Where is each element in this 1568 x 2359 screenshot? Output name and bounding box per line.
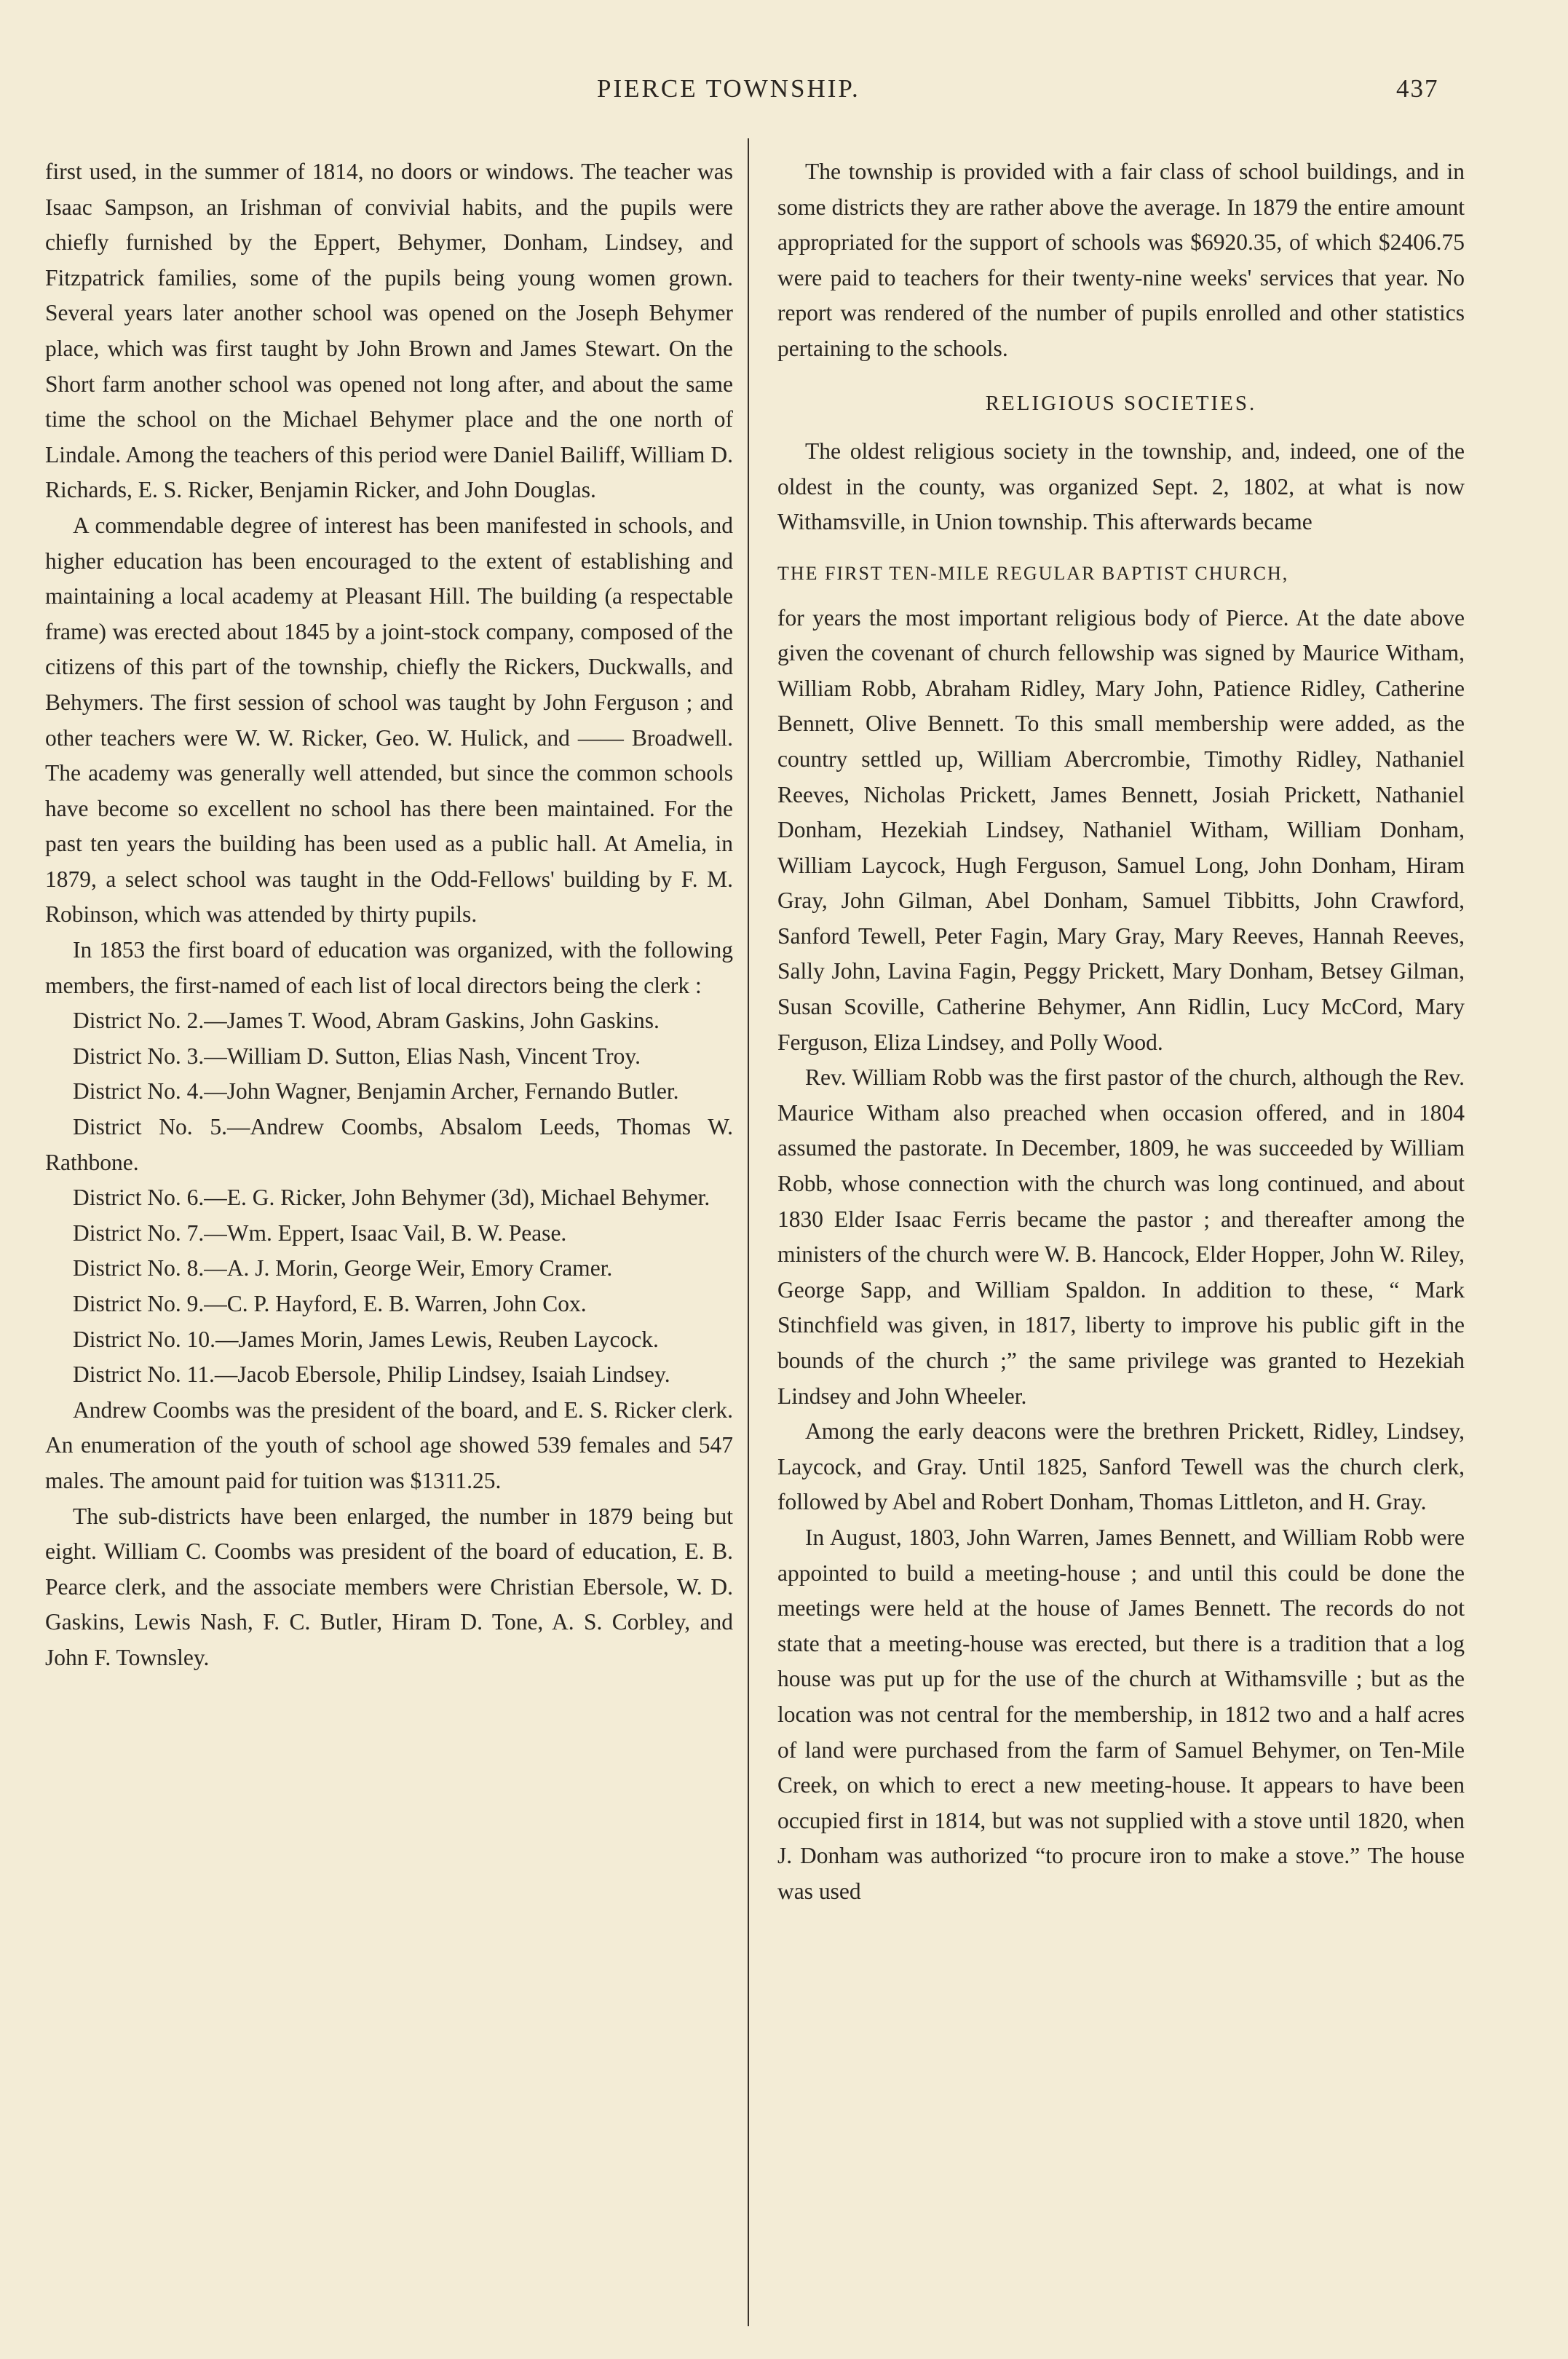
paragraph: first used, in the summer of 1814, no doors or windows. The teacher was Isaac Sampson, an Irishman of convivial habits, and the pupils were chiefly furnished by the Eppert, Behymer, Donham, Lindsey, and Fitzpatrick families, some of the pupils being young women grown. Several years later another school was opened on the Joseph Behymer place, which was first taught by John Brown and James Stewart. On the Short farm another school was opened not long after, and about the same time the school on the Michael Behymer place and the one north of Lindale. Among the teachers of this period were Daniel Bailiff, William D. Richards, E. S. Ricker, Benjamin Ricker, and John Douglas. xyxy=(45,159,733,503)
paragraph: for years the most important religious body of Pierce. At the date above given the covenant of church fellowship was signed by Maurice Witham, William Robb, Abraham Ridley, Mary John, Patience Ridley, Catherine Bennett, Olive Bennett. To this small membership were added, as the country settled up, William Abercrombie, Timothy Ridley, Nathaniel Reeves, Nicholas Prickett, James Bennett, Josiah Prickett, Nathaniel Donham, Hezekiah Lindsey, Nathaniel Witham, William Donham, William Laycock, Hugh Ferguson, Samuel Long, John Donham, Hiram Gray, John Gilman, Abel Donham, Samuel Tibbitts, John Crawford, Sanford Tewell, Peter Fagin, Mary Gray, Mary Reeves, Hannah Reeves, Sally John, Lavina Fagin, Peggy Prickett, Mary Donham, Betsey Gilman, Susan Scoville, Catherine Behymer, Ann Ridlin, Lucy McCord, Mary Ferguson, Eliza Lindsey, and Polly Wood. xyxy=(777,604,1465,1055)
paragraph: The sub-districts have been enlarged, the number in 1879 being but eight. William C. Coombs was president of the board of education, E. B. Pearce clerk, and the associate members were Christian Ebersole, W. D. Gaskins, Lewis Nash, F. C. Butler, Hiram D. Tone, A. S. Corbley, and John F. Townsley. xyxy=(45,1503,733,1670)
district-entry: District No. 6.—E. G. Ricker, John Behymer (3d), Michael Behymer. xyxy=(73,1185,710,1211)
district-entry: District No. 3.—William D. Sutton, Elias Nash, Vincent Troy. xyxy=(73,1043,641,1069)
district-entry: District No. 4.—John Wagner, Benjamin Archer, Fernando Butler. xyxy=(73,1078,679,1105)
district-entry: District No. 2.—James T. Wood, Abram Gaskins, John Gaskins. xyxy=(73,1008,660,1034)
district-entry: District No. 11.—Jacob Ebersole, Philip Lindsey, Isaiah Lindsey. xyxy=(73,1362,670,1388)
right-column xyxy=(777,154,1465,1910)
paragraph: The oldest religious society in the township, and, indeed, one of the oldest in the county, was organized Sept. 2, 1802, at what is now Withamsville, in Union township. This afterwards became xyxy=(777,438,1465,535)
district-entry: District No. 10.—James Morin, James Lewis, Reuben Laycock. xyxy=(73,1326,659,1352)
left-column xyxy=(45,154,733,1676)
section-heading: RELIGIOUS SOCIETIES. xyxy=(985,391,1257,415)
column-divider xyxy=(748,138,749,2326)
paragraph: In 1853 the first board of education was organized, with the following members, the first-named of each list of local directors being the clerk : xyxy=(45,937,733,998)
sub-heading: THE FIRST TEN-MILE REGULAR BAPTIST CHURCH, xyxy=(777,562,1289,584)
paragraph: Andrew Coombs was the president of the board, and E. S. Ricker clerk. An enumeration of the youth of school age showed 539 females and 547 males. The amount paid for tuition was $1311.25. xyxy=(45,1396,733,1493)
paragraph: A commendable degree of interest has been manifested in schools, and higher education has been encouraged to the extent of establishing and maintaining a local academy at Pleasant Hill. The building (a respectable frame) was erected about 1845 by a joint-stock company, composed of the citizens of this part of the township, chiefly the Rickers, Duckwalls, and Behymers. The first session of school was taught by John Ferguson ; and other teachers were W. W. Ricker, Geo. W. Hulick, and —— Broadwell. The academy was generally well attended, but since the common schools have become so excellent no school has there been maintained. For the past ten years the building has been used as a public hall. At Amelia, in 1879, a select school was taught in the Odd-Fellows' building by F. M. Robinson, which was attended by thirty pupils. xyxy=(45,512,733,928)
page-number: 437 xyxy=(1396,74,1439,103)
page-header xyxy=(0,74,1568,118)
paragraph: Rev. William Robb was the first pastor of the church, although the Rev. Maurice Witham also preached when occasion offered, and in 1804 assumed the pastorate. In December, 1809, he was succeeded by William Robb, whose connection with the church was long continued, and about 1830 Elder Isaac Ferris became the pastor ; and thereafter among the ministers of the church were W. B. Hancock, Elder Hopper, John W. Riley, George Sapp, and William Spaldon. In addition to these, “ Mark Stinchfield was given, in 1817, liberty to improve his public gift in the bounds of the church ;” the same privilege was granted to Hezekiah Lindsey and John Wheeler. xyxy=(777,1064,1465,1409)
paragraph: Among the early deacons were the brethren Prickett, Ridley, Lindsey, Laycock, and Gray. Until 1825, Sanford Tewell was the church clerk, followed by Abel and Robert Donham, Thomas Littleton, and H. Gray. xyxy=(777,1418,1465,1515)
district-entry: District No. 8.—A. J. Morin, George Weir, Emory Cramer. xyxy=(73,1255,613,1281)
district-entry: District No. 7.—Wm. Eppert, Isaac Vail, B. W. Pease. xyxy=(73,1220,567,1246)
district-entry: District No. 5.—Andrew Coombs, Absalom Leeds, Thomas W. Rathbone. xyxy=(45,1114,733,1175)
district-entry: District No. 9.—C. P. Hayford, E. B. Warren, John Cox. xyxy=(73,1291,587,1316)
paragraph: The township is provided with a fair class of school buildings, and in some districts they are rather above the average. In 1879 the entire amount appropriated for the support of schools was $6920.35, of which $2406.75 were paid to teachers for their twenty-nine weeks' services that year. No report was rendered of the number of pupils enrolled and other statistics pertaining to the schools. xyxy=(777,159,1465,361)
paragraph: In August, 1803, John Warren, James Bennett, and William Robb were appointed to build a meeting-house ; and until this could be done the meetings were held at the house of James Bennett. The records do not state that a meeting-house was erected, but there is a tradition that a log house was put up for the use of the church at Withamsville ; but as the location was not central for the membership, in 1812 two and a half acres of land were purchased from the farm of Samuel Behymer, on Ten-Mile Creek, on which to erect a new meeting-house. It appears to have been occupied first in 1814, but was not supplied with a stove until 1820, when J. Donham was authorized “to procure iron to make a stove.” The house was used xyxy=(777,1524,1465,1904)
running-title: PIERCE TOWNSHIP. xyxy=(597,74,860,103)
